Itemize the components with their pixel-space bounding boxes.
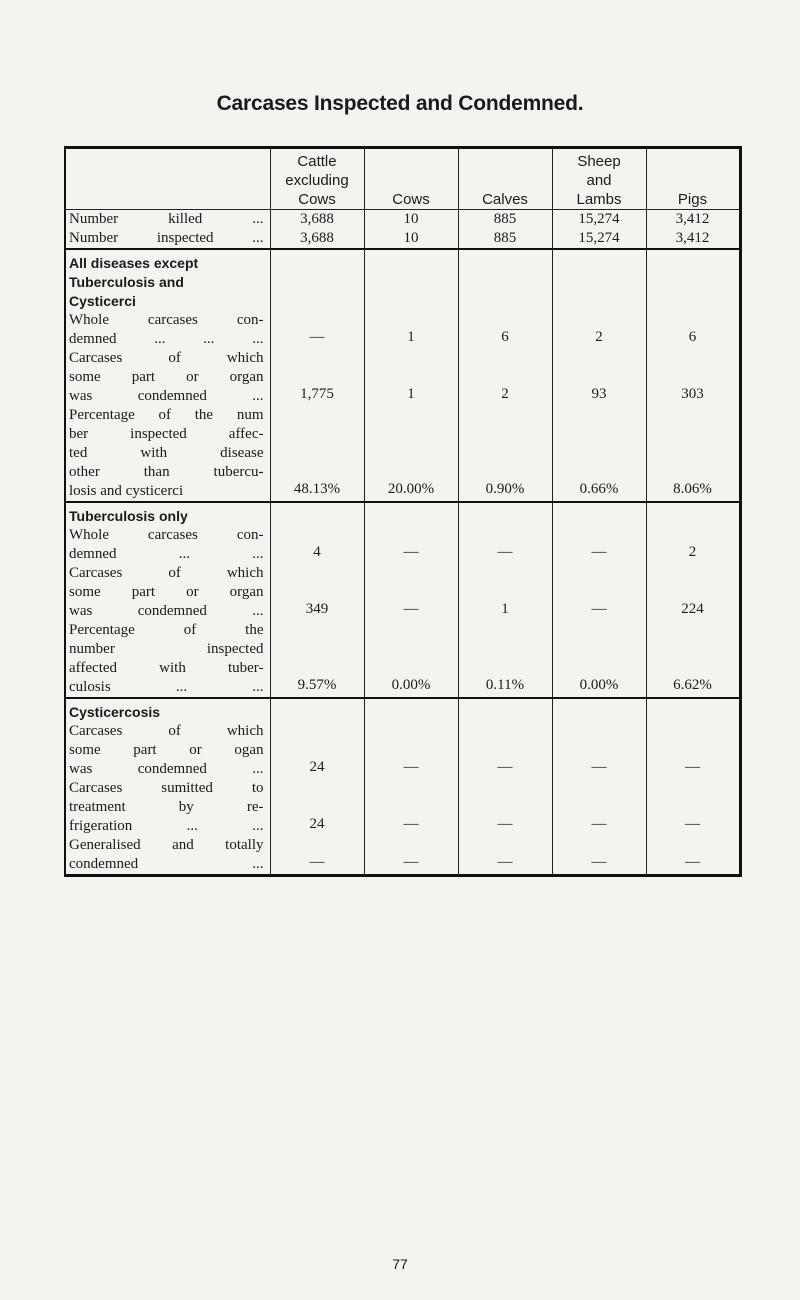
cell-blank xyxy=(646,698,740,722)
carcases-table xyxy=(64,146,742,877)
table-row xyxy=(65,349,740,406)
section-title: Tuberculosis only xyxy=(65,502,270,526)
table-cell: 0.90% xyxy=(458,406,552,502)
table-row xyxy=(65,779,740,836)
table-cell: — xyxy=(364,722,458,779)
row-label: Percentage of the num ber inspected affec- ted with disease other than tubercu- losis and cysticerci xyxy=(65,406,270,502)
row-label: Carcases of which some part or organ was condemned ... xyxy=(65,564,270,621)
table-cell: 6 xyxy=(646,311,740,349)
table-cell: 224 xyxy=(646,564,740,621)
table-cell: 349 xyxy=(270,564,364,621)
table-cell: 0.11% xyxy=(458,621,552,698)
page-number: 77 xyxy=(392,1256,408,1272)
table-row xyxy=(65,564,740,621)
table-cell: 8.06% xyxy=(646,406,740,502)
cell: 15,274 xyxy=(552,229,646,249)
cell-blank xyxy=(458,698,552,722)
cell-blank xyxy=(646,502,740,526)
table-cell: — xyxy=(646,779,740,836)
section-title-row xyxy=(65,698,740,722)
cell: 3,412 xyxy=(646,210,740,230)
cell-blank xyxy=(552,698,646,722)
table-cell: — xyxy=(458,526,552,564)
cell-blank xyxy=(458,502,552,526)
header-pigs: Pigs xyxy=(646,148,740,210)
cell: 3,688 xyxy=(270,210,364,230)
table-row xyxy=(65,311,740,349)
table-cell: 6 xyxy=(458,311,552,349)
table-cell: — xyxy=(364,526,458,564)
table-cell: — xyxy=(552,836,646,876)
cell: 885 xyxy=(458,210,552,230)
table-cell: — xyxy=(646,836,740,876)
header-cows: Cows xyxy=(364,148,458,210)
cell-blank xyxy=(270,502,364,526)
table-cell: — xyxy=(364,779,458,836)
table-cell: 48.13% xyxy=(270,406,364,502)
table-cell: 6.62% xyxy=(646,621,740,698)
table-cell: — xyxy=(270,311,364,349)
table-row xyxy=(65,836,740,876)
table-cell: — xyxy=(458,722,552,779)
label-number-killed: Number killed ... xyxy=(65,210,270,230)
header-calves: Calves xyxy=(458,148,552,210)
cell-blank xyxy=(552,249,646,311)
label-number-inspected: Number inspected ... xyxy=(65,229,270,249)
table-row xyxy=(65,406,740,502)
cell-blank xyxy=(364,249,458,311)
table-body xyxy=(65,148,740,876)
table-cell: 9.57% xyxy=(270,621,364,698)
row-number-inspected xyxy=(65,229,740,249)
row-label: Carcases of which some part or ogan was condemned ... xyxy=(65,722,270,779)
table-cell: — xyxy=(458,779,552,836)
table-cell: — xyxy=(552,526,646,564)
table-cell: — xyxy=(646,722,740,779)
header-row xyxy=(65,148,740,210)
row-label: Whole carcases con- demned ... ... ... xyxy=(65,311,270,349)
row-label: Whole carcases con- demned ... ... xyxy=(65,526,270,564)
table-cell: — xyxy=(270,836,364,876)
cell-blank xyxy=(458,249,552,311)
table-cell: — xyxy=(552,779,646,836)
table-cell: 1,775 xyxy=(270,349,364,406)
table-cell: 2 xyxy=(552,311,646,349)
section-title: Cysticercosis xyxy=(65,698,270,722)
table-cell: — xyxy=(364,564,458,621)
cell-blank xyxy=(646,249,740,311)
table-cell: — xyxy=(552,722,646,779)
table-row xyxy=(65,621,740,698)
cell-blank xyxy=(552,502,646,526)
cell: 15,274 xyxy=(552,210,646,230)
table-cell: — xyxy=(552,564,646,621)
table-cell: 93 xyxy=(552,349,646,406)
cell-blank xyxy=(270,698,364,722)
section-title-row xyxy=(65,249,740,311)
cell: 10 xyxy=(364,229,458,249)
table-row xyxy=(65,526,740,564)
table-cell: 2 xyxy=(646,526,740,564)
row-label: Carcases sumitted to treatment by re- frigeration ... ... xyxy=(65,779,270,836)
table-cell: 0.00% xyxy=(364,621,458,698)
cell: 3,412 xyxy=(646,229,740,249)
table-cell: 1 xyxy=(364,349,458,406)
table-cell: 303 xyxy=(646,349,740,406)
row-number-killed xyxy=(65,210,740,230)
cell: 10 xyxy=(364,210,458,230)
table-cell: 0.00% xyxy=(552,621,646,698)
cell-blank xyxy=(364,502,458,526)
table-cell: — xyxy=(458,836,552,876)
section-title-row xyxy=(65,502,740,526)
table-cell: 1 xyxy=(364,311,458,349)
page-title: Carcases Inspected and Condemned. xyxy=(216,92,584,115)
table-cell: 24 xyxy=(270,779,364,836)
table-cell: 0.66% xyxy=(552,406,646,502)
table-cell: 20.00% xyxy=(364,406,458,502)
table-cell: 2 xyxy=(458,349,552,406)
row-label: Carcases of which some part or organ was condemned ... xyxy=(65,349,270,406)
row-label: Generalised and totally condemned ... xyxy=(65,836,270,876)
header-sheep: Sheep and Lambs xyxy=(552,148,646,210)
cell-blank xyxy=(364,698,458,722)
section-title: All diseases except Tuberculosis and Cysticerci xyxy=(65,249,270,311)
table-cell: 1 xyxy=(458,564,552,621)
table-cell: 24 xyxy=(270,722,364,779)
row-label: Percentage of the number inspected affected with tuber- culosis ... ... xyxy=(65,621,270,698)
table-row xyxy=(65,722,740,779)
header-blank xyxy=(65,148,270,210)
cell: 885 xyxy=(458,229,552,249)
cell: 3,688 xyxy=(270,229,364,249)
header-cattle: Cattle excluding Cows xyxy=(270,148,364,210)
table-cell: 4 xyxy=(270,526,364,564)
table-cell: — xyxy=(364,836,458,876)
cell-blank xyxy=(270,249,364,311)
